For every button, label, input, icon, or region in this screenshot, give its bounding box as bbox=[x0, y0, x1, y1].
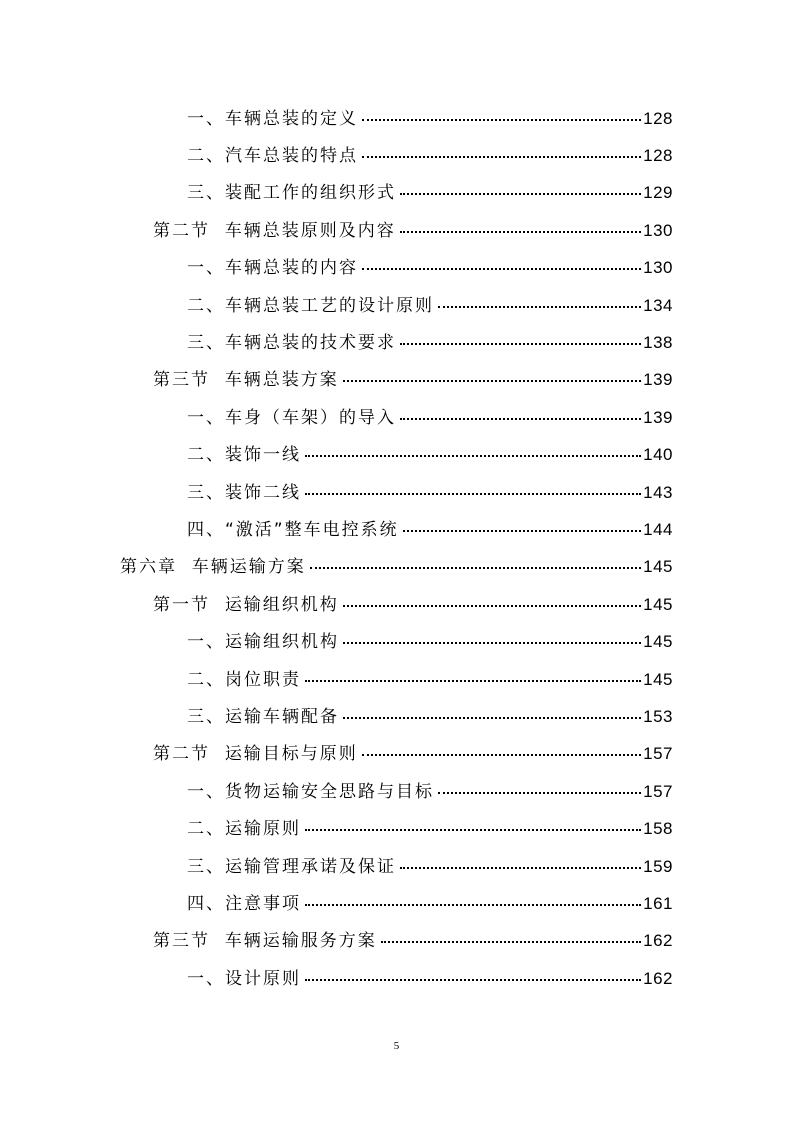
toc-entry-title: 运输组织机构 bbox=[224, 594, 339, 615]
toc-entry-page: 134 bbox=[643, 295, 673, 315]
table-of-contents bbox=[0, 100, 793, 997]
toc-entry-page: 145 bbox=[643, 669, 673, 689]
toc-entry-title: 运输管理承诺及保证 bbox=[225, 856, 396, 877]
toc-entry-page: 162 bbox=[643, 968, 673, 988]
toc-entry-page: 130 bbox=[643, 220, 673, 240]
toc-entry[interactable] bbox=[0, 399, 793, 436]
toc-entry[interactable] bbox=[0, 362, 793, 399]
toc-entry-title: 车辆总装工艺的设计原则 bbox=[225, 295, 434, 316]
toc-entry-number: 第一节 bbox=[153, 594, 225, 615]
toc-entry-title: 车辆总装方案 bbox=[224, 370, 339, 391]
dot-leader bbox=[305, 904, 641, 906]
dot-leader bbox=[400, 193, 641, 195]
toc-entry[interactable] bbox=[0, 923, 793, 960]
toc-entry-number: 一、 bbox=[187, 407, 225, 428]
dot-leader bbox=[343, 605, 641, 607]
toc-entry-title: 汽车总装的特点 bbox=[225, 146, 358, 167]
toc-entry-title: 装配工作的组织形式 bbox=[225, 183, 396, 204]
toc-entry-page: 138 bbox=[643, 333, 673, 353]
toc-entry[interactable] bbox=[0, 661, 793, 698]
toc-entry-title: 运输原则 bbox=[225, 819, 301, 840]
toc-entry-title: 车身（车架）的导入 bbox=[225, 407, 396, 428]
toc-entry[interactable] bbox=[0, 698, 793, 735]
toc-entry-number: 二、 bbox=[187, 819, 225, 840]
toc-entry-page: 158 bbox=[643, 819, 673, 839]
toc-entry-number: 第三节 bbox=[153, 370, 225, 391]
toc-entry-number: 二、 bbox=[187, 445, 225, 466]
dot-leader bbox=[362, 754, 641, 756]
toc-entry-page: 157 bbox=[643, 744, 673, 764]
toc-entry-page: 140 bbox=[643, 445, 673, 465]
dot-leader bbox=[400, 343, 641, 345]
toc-entry[interactable] bbox=[0, 437, 793, 474]
toc-entry[interactable] bbox=[0, 810, 793, 847]
toc-entry-title: 车辆总装的定义 bbox=[225, 108, 358, 129]
toc-entry-number: 四、 bbox=[187, 893, 225, 914]
dot-leader bbox=[362, 156, 641, 158]
toc-entry-title: 运输目标与原则 bbox=[224, 744, 358, 765]
toc-entry-title: 车辆运输方案 bbox=[191, 557, 306, 578]
toc-entry-title: 装饰二线 bbox=[225, 482, 301, 503]
page-number: 5 bbox=[393, 1040, 400, 1052]
toc-entry-number: 三、 bbox=[187, 706, 225, 727]
toc-entry-title: 车辆总装的技术要求 bbox=[225, 333, 396, 354]
dot-leader bbox=[305, 455, 641, 457]
toc-entry-number: 三、 bbox=[187, 183, 225, 204]
toc-entry[interactable] bbox=[0, 736, 793, 773]
toc-entry-page: 161 bbox=[643, 893, 673, 913]
toc-entry-title: 装饰一线 bbox=[225, 445, 301, 466]
dot-leader bbox=[403, 530, 642, 532]
dot-leader bbox=[362, 268, 641, 270]
toc-entry[interactable] bbox=[0, 175, 793, 212]
toc-entry-title: 货物运输安全思路与目标 bbox=[225, 781, 434, 802]
toc-entry[interactable] bbox=[0, 287, 793, 324]
dot-leader bbox=[310, 567, 641, 569]
dot-leader bbox=[343, 380, 641, 382]
toc-entry-page: 129 bbox=[643, 183, 673, 203]
toc-entry-title: “激活”整车电控系统 bbox=[225, 519, 399, 540]
dot-leader bbox=[305, 829, 641, 831]
dot-leader bbox=[381, 941, 641, 943]
toc-entry-page: 153 bbox=[643, 706, 673, 726]
toc-entry[interactable] bbox=[0, 885, 793, 922]
toc-entry-title: 岗位职责 bbox=[225, 669, 301, 690]
toc-entry-title: 注意事项 bbox=[225, 893, 301, 914]
toc-entry-number: 三、 bbox=[187, 333, 225, 354]
toc-entry-title: 车辆总装的内容 bbox=[225, 258, 358, 279]
toc-entry-number: 一、 bbox=[187, 108, 225, 129]
toc-entry[interactable] bbox=[0, 623, 793, 660]
toc-entry-page: 130 bbox=[643, 258, 673, 278]
toc-entry-title: 车辆运输服务方案 bbox=[224, 931, 377, 952]
toc-entry[interactable] bbox=[0, 848, 793, 885]
toc-entry-title: 设计原则 bbox=[225, 968, 301, 989]
toc-entry-title: 运输组织机构 bbox=[225, 632, 339, 653]
toc-entry[interactable] bbox=[0, 212, 793, 249]
toc-entry-number: 一、 bbox=[187, 968, 225, 989]
toc-entry-number: 第二节 bbox=[153, 220, 225, 241]
toc-entry-number: 一、 bbox=[187, 781, 225, 802]
toc-entry-page: 145 bbox=[643, 557, 673, 577]
toc-entry-page: 162 bbox=[643, 931, 673, 951]
toc-entry-number: 第三节 bbox=[153, 931, 225, 952]
dot-leader bbox=[438, 792, 641, 794]
toc-entry-number: 第六章 bbox=[120, 557, 192, 578]
dot-leader bbox=[362, 119, 641, 121]
dot-leader bbox=[343, 717, 641, 719]
toc-entry-page: 139 bbox=[643, 370, 673, 390]
toc-entry-page: 145 bbox=[643, 594, 673, 614]
toc-entry[interactable] bbox=[0, 474, 793, 511]
toc-entry[interactable] bbox=[0, 137, 793, 174]
toc-entry-page: 145 bbox=[643, 632, 673, 652]
toc-entry-number: 一、 bbox=[187, 632, 225, 653]
dot-leader bbox=[343, 642, 641, 644]
dot-leader bbox=[400, 231, 641, 233]
toc-entry-page: 157 bbox=[643, 781, 673, 801]
toc-entry-number: 二、 bbox=[187, 295, 225, 316]
toc-entry[interactable] bbox=[0, 549, 793, 586]
toc-entry[interactable] bbox=[0, 586, 793, 623]
dot-leader bbox=[400, 418, 641, 420]
toc-entry[interactable] bbox=[0, 773, 793, 810]
toc-entry-page: 139 bbox=[643, 407, 673, 427]
toc-entry[interactable] bbox=[0, 960, 793, 997]
toc-entry-page: 144 bbox=[643, 519, 673, 539]
dot-leader bbox=[305, 680, 641, 682]
toc-entry-page: 128 bbox=[643, 146, 673, 166]
dot-leader bbox=[305, 493, 641, 495]
dot-leader bbox=[400, 867, 641, 869]
toc-entry-number: 三、 bbox=[187, 856, 225, 877]
toc-entry[interactable] bbox=[0, 324, 793, 361]
toc-entry-page: 143 bbox=[643, 482, 673, 502]
dot-leader bbox=[305, 979, 641, 981]
toc-entry-number: 一、 bbox=[187, 258, 225, 279]
toc-entry-number: 二、 bbox=[187, 669, 225, 690]
toc-entry[interactable] bbox=[0, 100, 793, 137]
toc-entry-page: 128 bbox=[643, 108, 673, 128]
toc-entry[interactable] bbox=[0, 511, 793, 548]
toc-entry-number: 三、 bbox=[187, 482, 225, 503]
toc-entry-page: 159 bbox=[643, 856, 673, 876]
toc-entry-title: 运输车辆配备 bbox=[225, 706, 339, 727]
toc-entry-number: 二、 bbox=[187, 146, 225, 167]
toc-entry-number: 第二节 bbox=[153, 744, 225, 765]
toc-entry-number: 四、 bbox=[187, 519, 225, 540]
toc-entry[interactable] bbox=[0, 250, 793, 287]
toc-entry-title: 车辆总装原则及内容 bbox=[224, 220, 396, 241]
dot-leader bbox=[438, 306, 641, 308]
